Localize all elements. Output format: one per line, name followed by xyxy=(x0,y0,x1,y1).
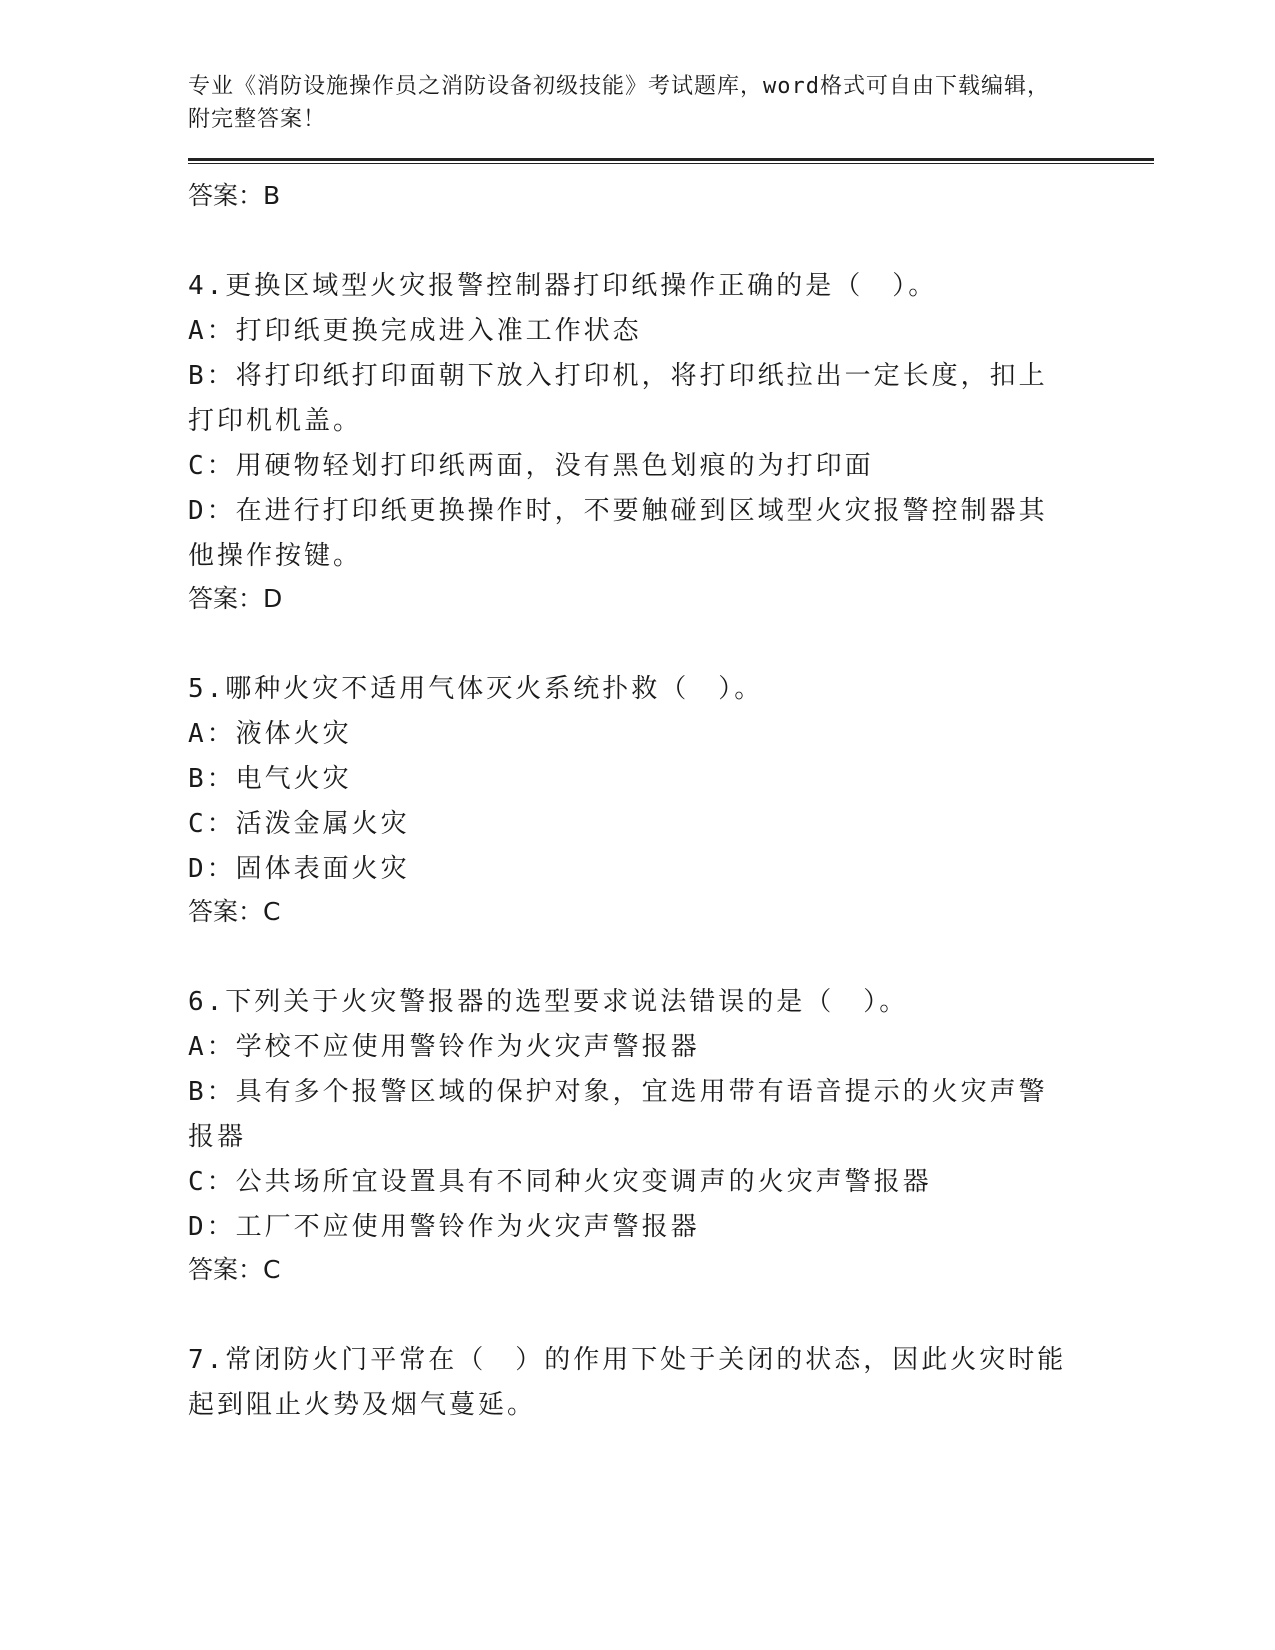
answer-line: 答案：C xyxy=(188,1255,281,1284)
option-d: D：在进行打印纸更换操作时，不要触碰到区域型火灾报警控制器其他操作按键。 xyxy=(188,496,1048,571)
option-c: C：活泼金属火灾 xyxy=(188,809,410,839)
document-header: 专业《消防设施操作员之消防设备初级技能》考试题库，word格式可自由下载编辑，附完整答案！ xyxy=(188,74,1050,132)
question-stem: 7.常闭防火门平常在（ ）的作用下处于关闭的状态，因此火灾时能起到阻止火势及烟气蔓延。 xyxy=(188,1345,1067,1420)
option-d: D：工厂不应使用警铃作为火灾声警报器 xyxy=(188,1212,700,1242)
question-7 xyxy=(188,1338,1168,1428)
option-b: B：将打印纸打印面朝下放入打印机，将打印纸拉出一定长度，扣上打印机机盖。 xyxy=(188,361,1048,436)
option-c: C：公共场所宜设置具有不同种火灾变调声的火灾声警报器 xyxy=(188,1167,932,1197)
question-4 xyxy=(188,264,1168,619)
question-stem: 6.下列关于火灾警报器的选型要求说法错误的是（ ）。 xyxy=(188,987,909,1017)
option-d: D：固体表面火灾 xyxy=(188,854,410,884)
question-5 xyxy=(188,667,1168,932)
option-a: A：学校不应使用警铃作为火灾声警报器 xyxy=(188,1032,700,1062)
option-a: A：液体火灾 xyxy=(188,719,352,749)
option-a: A：打印纸更换完成进入准工作状态 xyxy=(188,316,642,346)
option-b: B：电气火灾 xyxy=(188,764,352,794)
question-stem: 4.更换区域型火灾报警控制器打印纸操作正确的是（ ）。 xyxy=(188,271,938,301)
answer-line: 答案：B xyxy=(188,181,281,210)
header-divider xyxy=(188,158,1154,164)
answer-line: 答案：C xyxy=(188,897,281,926)
answer-line: 答案：D xyxy=(188,584,283,613)
option-c: C：用硬物轻划打印纸两面，没有黑色划痕的为打印面 xyxy=(188,451,874,481)
question-stem: 5.哪种火灾不适用气体灭火系统扑救（ ）。 xyxy=(188,674,764,704)
document-page xyxy=(188,70,1168,1428)
option-b: B：具有多个报警区域的保护对象，宜选用带有语音提示的火灾声警报器 xyxy=(188,1077,1048,1152)
question-6 xyxy=(188,980,1168,1290)
